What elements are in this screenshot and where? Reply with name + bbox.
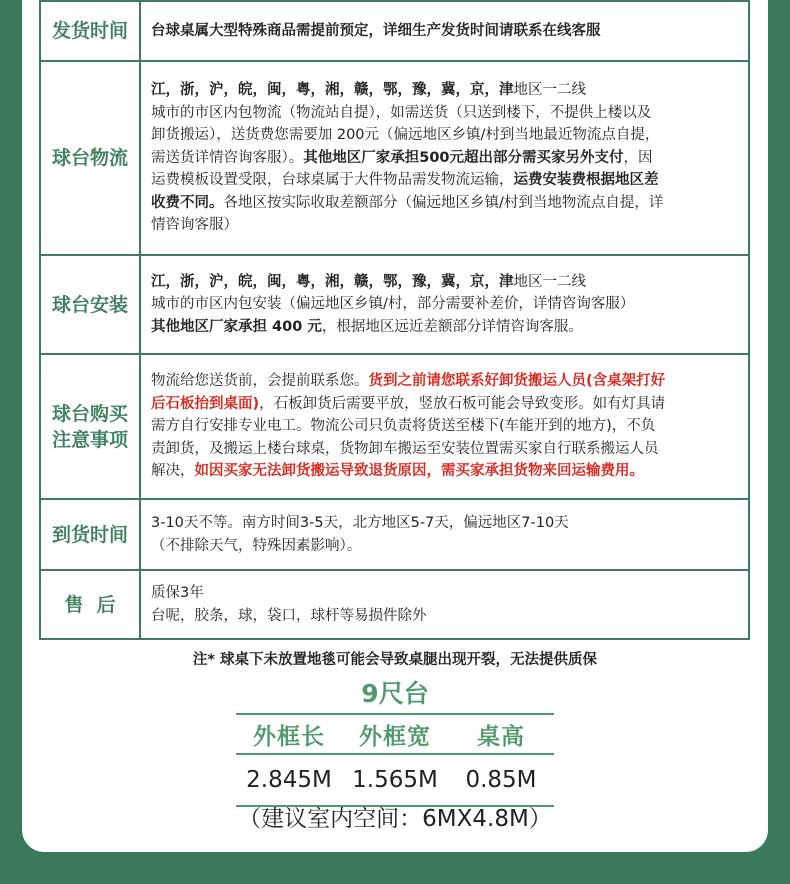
content-line — [151, 169, 740, 192]
table-row — [40, 255, 749, 354]
highlight-text: 货到之前请您联系好卸货搬运人员(含桌架打好 — [368, 373, 666, 390]
content-line — [151, 438, 740, 461]
content-line — [151, 535, 740, 558]
dimension-value: 2.845M — [246, 767, 332, 793]
row-content — [140, 61, 749, 255]
content-text: ，根据地区远近差额部分详情咨询客服。 — [321, 318, 583, 335]
row-label-line: 注意事项 — [51, 428, 128, 451]
content-text: 卸货搬运），送货费您需要加 200元（偏远地区乡镇/村到当地最近物流点自提， — [151, 127, 660, 144]
content-line — [151, 460, 740, 483]
content-text: 台呢，胶条，球，袋口，球杆等易损件除外 — [151, 607, 427, 624]
content-text: 运费模板设置受限，台球桌属于大件物品需发物流运输， — [151, 172, 514, 189]
content-line — [151, 582, 740, 605]
dimension-header: 外框长 — [253, 723, 325, 750]
content-text: 需方自行安排专业电工。物流公司只负责将货送至楼下(车能开到的地方)，不负 — [151, 418, 656, 435]
content-text: 地区一二线 — [513, 273, 586, 290]
content-line — [151, 316, 740, 339]
content-line — [151, 124, 740, 147]
row-content — [140, 1, 749, 61]
row-content — [140, 499, 749, 570]
content-text: 需送货详情咨询客服）。 — [151, 149, 304, 166]
row-label-line: 球台购买 — [51, 402, 128, 425]
content-text: 地区一二线 — [513, 82, 586, 99]
content-text: 城市的市区内包物流（物流站自提），如需送货（只送到楼下，不提供上楼以及 — [151, 104, 652, 121]
content-line — [151, 393, 740, 416]
content-text: 解决， — [151, 463, 195, 480]
table-row — [40, 570, 749, 639]
content-text: 江，浙，沪，皖，闽，粤，湘，赣，鄂，豫，冀，京，津 — [151, 82, 514, 99]
dimension-table — [236, 713, 554, 807]
content-line — [151, 271, 740, 294]
content-text: 情咨询客服） — [151, 217, 238, 234]
table-row — [40, 499, 749, 570]
row-label: 到货时间 — [40, 499, 140, 570]
table-row — [40, 61, 749, 255]
table-row — [40, 354, 749, 499]
content-line — [151, 79, 740, 102]
highlight-text: 后石板抬到桌面) — [151, 395, 260, 412]
content-line — [151, 20, 740, 43]
content-text: （不排除天气，特殊因素影响）。 — [151, 537, 362, 554]
dimension-header-row — [236, 713, 554, 755]
content-text: ，因 — [623, 149, 653, 166]
table-row — [40, 1, 749, 61]
content-text: ，石板卸货后需要平放，竖放石板可能会导致变形。如有灯具请 — [259, 395, 666, 412]
dimension-value: 1.565M — [352, 767, 438, 793]
content-text: 其他地区厂家承担 400 元 — [151, 318, 322, 335]
content-line — [151, 370, 740, 393]
content-line — [151, 512, 740, 535]
row-label: 售 后 — [40, 570, 140, 639]
content-text: 台球桌属大型特殊商品需提前预定，详细生产发货时间请联系在线客服 — [151, 22, 601, 39]
content-text: 收费不同。 — [151, 194, 224, 211]
row-label: 发货时间 — [40, 1, 140, 61]
content-text: 3-10天不等。南方时间3-5天，北方地区5-7天，偏远地区7-10天 — [151, 515, 569, 531]
row-label — [40, 354, 140, 499]
content-line — [151, 147, 740, 170]
content-text: 各地区按实际收取差额部分（偏远地区乡镇/村到当地物流点自提，详 — [223, 194, 664, 211]
content-text: 物流给您送货前，会提前联系您。 — [151, 373, 369, 390]
room-suggestion: （建议室内空间：6MX4.8M） — [238, 806, 552, 832]
content-text: 责卸货，及搬运上楼台球桌，货物卸车搬运至安装位置需买家自行联系搬运人员 — [151, 440, 659, 457]
row-content — [140, 570, 749, 639]
content-line — [151, 102, 740, 125]
size-title: 9尺台 — [361, 679, 429, 708]
row-label: 球台物流 — [40, 61, 140, 255]
content-line — [151, 192, 740, 215]
content-line — [151, 605, 740, 628]
content-text: 运费安装费根据地区差 — [513, 172, 659, 189]
warranty-note: 注* 球桌下未放置地毯可能会导致桌腿出现开裂，无法提供质保 — [192, 652, 598, 668]
content-line — [151, 214, 740, 237]
row-content — [140, 255, 749, 354]
row-content — [140, 354, 749, 499]
content-text: 质保3年 — [151, 585, 204, 601]
content-line — [151, 293, 740, 316]
row-label: 球台安装 — [40, 255, 140, 354]
dimension-value: 0.85M — [465, 767, 537, 793]
content-text: 其他地区厂家承担500元超出部分需买家另外支付 — [303, 149, 624, 166]
info-table — [39, 0, 750, 640]
content-text: 城市的市区内包安装（偏远地区乡镇/村，部分需要补差价，详情咨询客服） — [151, 296, 635, 313]
dimension-header: 桌高 — [477, 723, 525, 750]
dimension-header: 外框宽 — [359, 723, 431, 750]
content-line — [151, 415, 740, 438]
highlight-text: 如因买家无法卸货搬运导致退货原因，需买家承担货物来回运输费用。 — [194, 463, 644, 480]
content-text: 江，浙，沪，皖，闽，粤，湘，赣，鄂，豫，冀，京，津 — [151, 273, 514, 290]
